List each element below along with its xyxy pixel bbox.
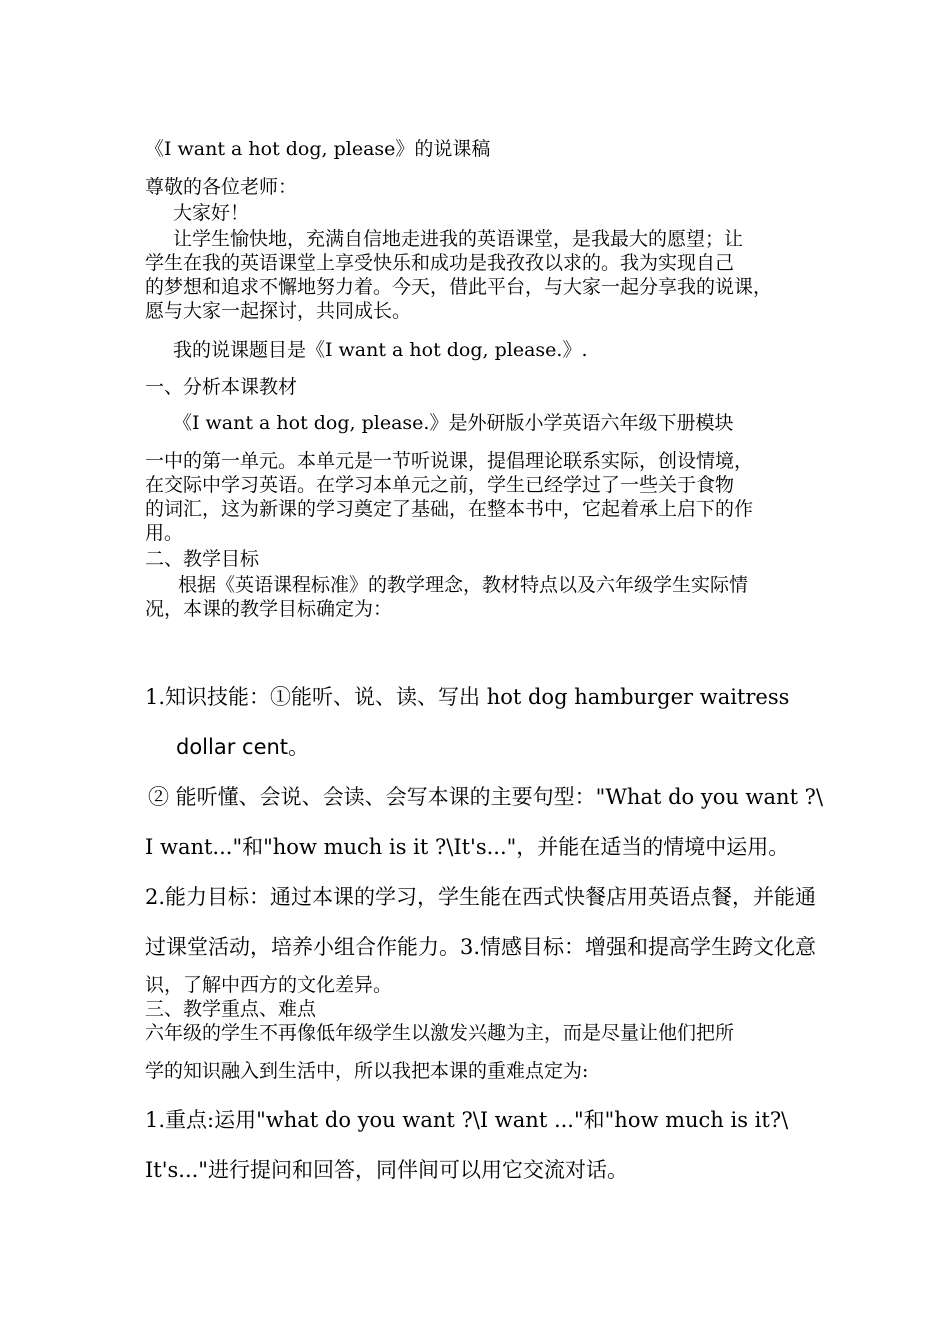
goal-line-4: I want..."和"how much is it ?\It's..."，并能在适当的情境中运用。 xyxy=(145,835,790,859)
hello-line: 大家好！ xyxy=(173,202,250,224)
intro-line-3: 的梦想和追求不懈地努力着。今天，借此平台，与大家一起分享我的说课， xyxy=(145,276,773,298)
goal-line-7: 识，了解中西方的文化差异。 xyxy=(145,974,393,996)
section3-line-1: 六年级的学生不再像低年级学生以激发兴趣为主，而是尽量让他们把所 xyxy=(145,1022,735,1044)
intro-line-4: 愿与大家一起探讨，共同成长。 xyxy=(145,300,412,322)
intro-line-2: 学生在我的英语课堂上享受快乐和成功是我孜孜以求的。我为实现自己 xyxy=(145,252,735,274)
greeting: 尊敬的各位老师： xyxy=(145,176,298,198)
section-heading-2: 二、教学目标 xyxy=(145,548,260,570)
section-heading-3: 三、教学重点、难点 xyxy=(145,998,317,1020)
section2-line-2: 况，本课的教学目标确定为： xyxy=(145,598,393,620)
section1-line-4: 的词汇，这为新课的学习奠定了基础，在整本书中，它起着承上启下的作 xyxy=(145,498,754,520)
section2-line-1: 根据《英语课程标准》的教学理念，教材特点以及六年级学生实际情 xyxy=(178,574,749,596)
key-point-line-1: 1.重点:运用"what do you want ?\I want ..."和"how much is it?\ xyxy=(145,1108,789,1132)
key-point-line-2: It's..."进行提问和回答，同伴间可以用它交流对话。 xyxy=(145,1158,628,1182)
goal-line-1: 1.知识技能：①能听、说、读、写出 hot dog hamburger waitress xyxy=(145,685,790,709)
section1-line-2: 一中的第一单元。本单元是一节听说课，提倡理论联系实际，创设情境， xyxy=(145,450,754,472)
section1-line-3: 在交际中学习英语。在学习本单元之前，学生已经学过了一些关于食物 xyxy=(145,474,735,496)
section1-line-5: 用。 xyxy=(145,522,184,544)
goal-line-5: 2.能力目标：通过本课的学习，学生能在西式快餐店用英语点餐，并能通 xyxy=(145,885,817,909)
goal-line-3: ② 能听懂、会说、会读、会写本课的主要句型："What do you want ?\ xyxy=(148,785,824,809)
document-title: 《I want a hot dog, please》的说课稿 xyxy=(145,138,491,160)
intro-line-1: 让学生愉快地，充满自信地走进我的英语课堂，是我最大的愿望；让 xyxy=(173,228,744,250)
section1-line-1: 《I want a hot dog, please.》是外研版小学英语六年级下册模块 xyxy=(173,412,734,434)
topic-line: 我的说课题目是《I want a hot dog, please.》. xyxy=(173,339,588,361)
section3-line-2: 学的知识融入到生活中，所以我把本课的重难点定为: xyxy=(145,1060,589,1082)
goal-line-2: dollar cent。 xyxy=(176,735,310,759)
section-heading-1: 一、分析本课教材 xyxy=(145,376,298,398)
goal-line-6: 过课堂活动，培养小组合作能力。3.情感目标：增强和提高学生跨文化意 xyxy=(145,935,817,959)
